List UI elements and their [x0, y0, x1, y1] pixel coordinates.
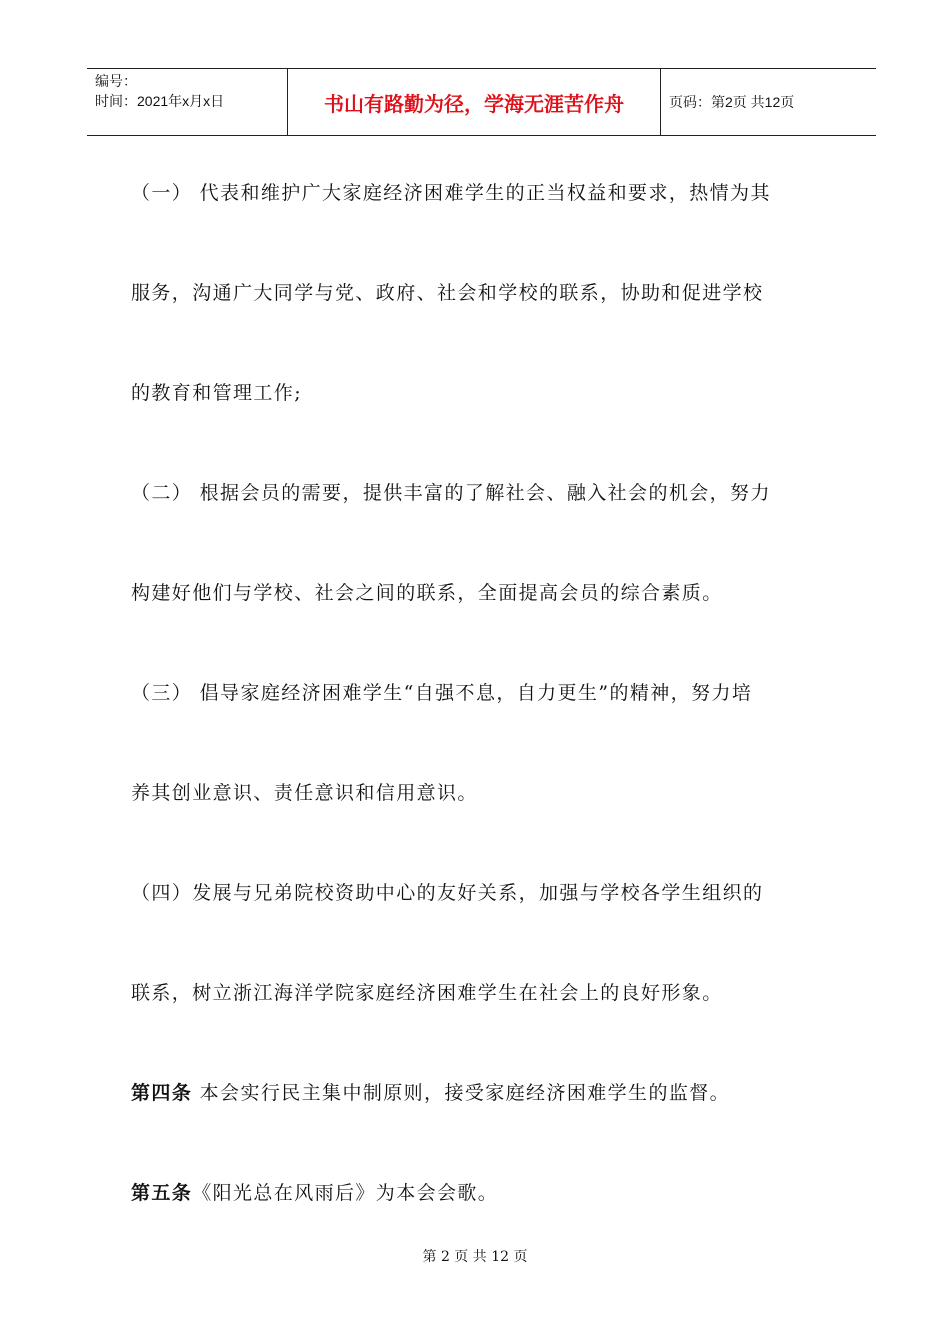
paragraph-line: （二） 根据会员的需要，提供丰富的了解社会、融入社会的机会，努力 — [131, 482, 771, 504]
header-number-label: 编号： — [95, 73, 137, 89]
paragraph-line: 联系，树立浙江海洋学院家庭经济困难学生在社会上的良好形象。 — [131, 982, 723, 1004]
article-line — [131, 1043, 836, 1143]
paragraph-line: 养其创业意识、责任意识和信用意识。 — [131, 782, 478, 804]
paragraph-line: 服务，沟通广大同学与党、政府、社会和学校的联系，协助和促进学校 — [131, 282, 764, 304]
article-5 — [131, 1143, 836, 1243]
page-footer: 第 2 页 共 12 页 — [422, 1249, 528, 1265]
header-meta — [87, 69, 288, 135]
paragraph-2 — [131, 443, 836, 643]
header-time-label: 时间：2021年x月x日 — [95, 93, 225, 109]
paragraph-line: （三） 倡导家庭经济困难学生“自强不息，自力更生”的精神，努力培 — [131, 682, 753, 704]
article-line — [131, 1143, 836, 1243]
header-page-code: 页码：第2页 共12页 — [669, 94, 795, 110]
paragraph-line: 构建好他们与学校、社会之间的联系，全面提高会员的综合素质。 — [131, 582, 723, 604]
paragraph-line: （四）发展与兄弟院校资助中心的友好关系，加强与学校各学生组织的 — [131, 882, 764, 904]
article-4 — [131, 1043, 836, 1143]
paragraph-4 — [131, 843, 836, 1043]
article-text: 《阳光总在风雨后》为本会会歌。 — [192, 1182, 499, 1204]
paragraph-line: 的教育和管理工作; — [131, 382, 303, 404]
paragraph-line: （一） 代表和维护广大家庭经济困难学生的正当权益和要求，热情为其 — [131, 182, 771, 204]
page-header — [87, 68, 876, 136]
paragraph-3 — [131, 643, 836, 843]
paragraph-1 — [131, 143, 836, 443]
article-text: 本会实行民主集中制原则，接受家庭经济困难学生的监督。 — [192, 1082, 731, 1104]
article-title: 第四条 — [131, 1082, 193, 1104]
article-title: 第五条 — [131, 1182, 193, 1204]
header-motto: 书山有路勤为径，学海无涯苦作舟 — [288, 69, 661, 135]
